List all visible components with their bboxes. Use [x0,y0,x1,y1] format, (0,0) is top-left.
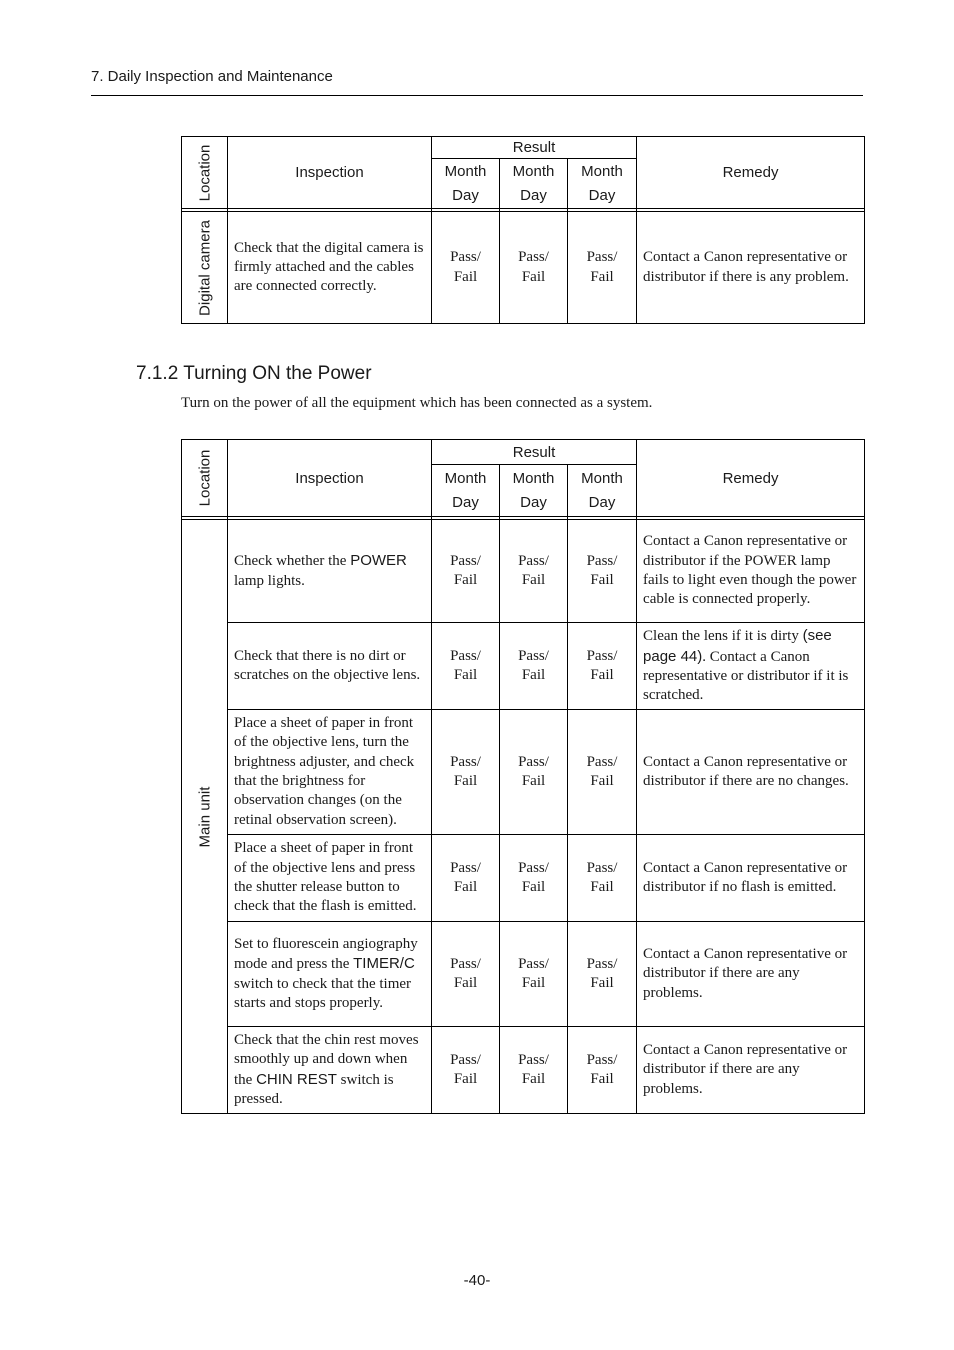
remedy-cell: Contact a Canon representative or distributor if the POWER lamp fails to light even though the power cable is connected properly. [637,520,865,623]
result-cell: Pass/ Fail [568,212,637,324]
inspection-cell: Check that there is no dirt or scratches on the objective lens. [228,623,432,710]
section-intro: Turn on the power of all the equipment which has been connected as a system. [181,395,653,411]
timer-switch-name: TIMER/C [353,955,415,973]
location-header-cell [182,440,228,517]
remedy-cell: Contact a Canon representative or distributor if there are any problems. [637,922,865,1027]
table-row [182,710,865,835]
location-header: Location [196,449,213,507]
table-row [182,623,865,710]
location-header-cell [182,137,228,209]
running-header: 7. Daily Inspection and Maintenance [91,68,333,85]
result-cell: Pass/ Fail [500,623,568,710]
remedy-cell: Contact a Canon representative or distributor if no flash is emitted. [637,835,865,922]
result-col-3-header: Month Day [568,159,637,209]
table-row [182,520,865,623]
result-cell: Pass/ Fail [432,623,500,710]
result-header: Result [432,137,637,159]
remedy-cell: Contact a Canon representative or distributor if there are no changes. [637,710,865,835]
result-cell: Pass/ Fail [500,710,568,835]
remedy-cell: Contact a Canon representative or distributor if there is any problem. [637,212,865,324]
table-row [182,1027,865,1114]
result-cell: Pass/ Fail [432,212,500,324]
result-cell: Pass/ Fail [568,835,637,922]
power-switch-name: POWER [350,552,407,570]
page-number: -40- [463,1272,491,1289]
result-cell: Pass/ Fail [568,520,637,623]
location-label: Main unit [196,786,213,847]
result-cell: Pass/ Fail [500,835,568,922]
section-heading: 7.1.2 Turning ON the Power [136,363,372,384]
result-cell: Pass/ Fail [568,710,637,835]
inspection-cell: Check that the digital camera is firmly attached and the cables are connected correctly. [228,212,432,324]
location-cell [182,212,228,324]
inspection-cell: Set to fluorescein angiography mode and press the TIMER/C switch to check that the timer starts and stops properly. [228,922,432,1027]
result-cell: Pass/ Fail [568,922,637,1027]
remedy-header: Remedy [637,440,865,517]
result-cell: Pass/ Fail [568,623,637,710]
inspection-header: Inspection [228,440,432,517]
result-cell: Pass/ Fail [500,1027,568,1114]
result-col-2-header: Month Day [500,159,568,209]
inspection-cell: Check whether the POWER lamp lights. [228,520,432,623]
location-cell [182,520,228,1114]
remedy-header: Remedy [637,137,865,209]
result-cell: Pass/ Fail [568,1027,637,1114]
chin-rest-switch-name: CHIN REST [256,1070,337,1088]
result-col-2-header: Month Day [500,465,568,517]
result-cell: Pass/ Fail [432,835,500,922]
result-cell: Pass/ Fail [500,212,568,324]
result-col-1-header: Month Day [432,465,500,517]
location-label: Digital camera [196,219,213,316]
location-header: Location [196,144,213,201]
result-cell: Pass/ Fail [500,520,568,623]
page-reference: (see page 44) [643,627,832,665]
inspection-header: Inspection [228,137,432,209]
remedy-cell: Clean the lens if it is dirty (see page 44). Contact a Canon representative or distributor if it is scratched. [637,623,865,710]
result-col-3-header: Month Day [568,465,637,517]
remedy-cell: Contact a Canon representative or distributor if there are any problems. [637,1027,865,1114]
inspection-table-digital-camera [181,136,865,324]
inspection-cell: Check that the chin rest moves smoothly up and down when the CHIN REST switch is pressed. [228,1027,432,1114]
result-cell: Pass/ Fail [432,520,500,623]
inspection-table-main-unit [181,439,865,1114]
result-cell: Pass/ Fail [432,710,500,835]
inspection-cell: Place a sheet of paper in front of the objective lens and press the shutter release button to check that the flash is emitted. [228,835,432,922]
result-cell: Pass/ Fail [500,922,568,1027]
result-cell: Pass/ Fail [432,1027,500,1114]
result-col-1-header: Month Day [432,159,500,209]
result-header: Result [432,440,637,465]
inspection-cell: Place a sheet of paper in front of the objective lens, turn the brightness adjuster, and check that the brightness for observation changes (on the retinal observation screen). [228,710,432,835]
table-row [182,922,865,1027]
header-rule [91,95,863,96]
table-row [182,212,865,324]
result-cell: Pass/ Fail [432,922,500,1027]
table-row [182,835,865,922]
